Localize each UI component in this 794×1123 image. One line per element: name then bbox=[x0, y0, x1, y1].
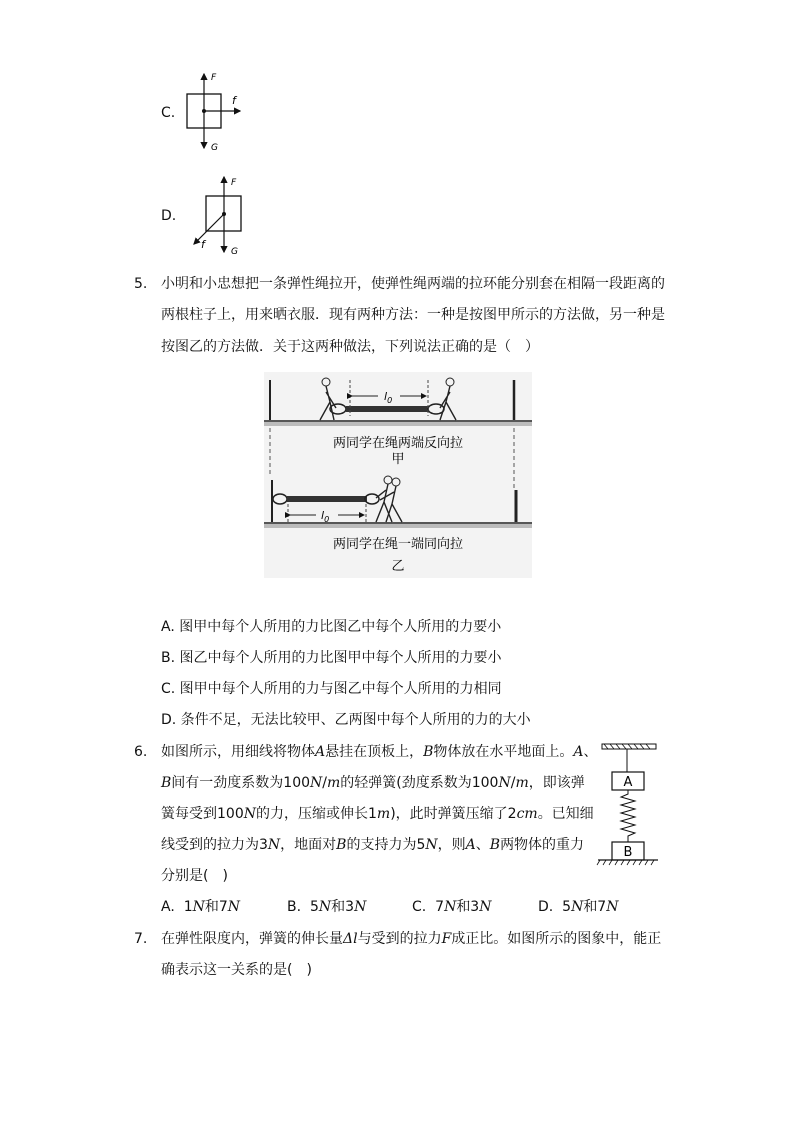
length-label-bottom: $l_0$ bbox=[321, 509, 330, 524]
question-6-option-c: C. 7N和3N bbox=[412, 899, 492, 915]
label-jia: 甲 bbox=[391, 452, 405, 467]
question-5-line-1: 小明和小忠想把一条弹性绳拉开，使弹性绳两端的拉环能分别套在相隔一段距离的 bbox=[161, 276, 665, 292]
question-6-line-3: 簧每受到100N的力，压缩或伸长1m)，此时弹簧压缩了2cm。已知细 bbox=[161, 806, 594, 822]
question-7-number: 7. bbox=[134, 931, 148, 947]
label-f: f bbox=[201, 238, 205, 251]
question-6-line-1: 如图所示，用细线将物体A悬挂在顶板上，B物体放在水平地面上。A、 bbox=[161, 744, 598, 760]
force-diagram-c bbox=[180, 68, 250, 154]
caption-bottom: 两同学在绳一端同向拉 bbox=[332, 537, 464, 552]
block-a-label: A bbox=[623, 775, 633, 790]
question-6-option-b: B. 5N和3N bbox=[287, 899, 367, 915]
question-6-line-4: 线受到的拉力为3N，地面对B的支持力为5N，则A、B两物体的重力 bbox=[161, 837, 585, 853]
option-d-label: D. bbox=[161, 208, 177, 224]
question-6-line-2: B间有一劲度系数为100N/m的轻弹簧(劲度系数为100N/m，即该弹 bbox=[161, 775, 585, 791]
question-5-option-a: A. 图甲中每个人所用的力比图乙中每个人所用的力要小 bbox=[161, 619, 502, 635]
question-6-number: 6. bbox=[134, 744, 148, 760]
question-5-option-d: D. 条件不足，无法比较甲、乙两图中每个人所用的力的大小 bbox=[161, 712, 531, 728]
force-diagram-d bbox=[186, 172, 256, 258]
rope-pulling-figure bbox=[264, 372, 532, 578]
length-label-top: $l_0$ bbox=[384, 390, 393, 405]
question-6-option-a: A. 1N和7N bbox=[161, 899, 241, 915]
question-5-line-3: 按图乙的方法做．关于这两种做法，下列说法正确的是（ ） bbox=[161, 339, 539, 355]
block-b-label: B bbox=[623, 845, 633, 860]
label-yi: 乙 bbox=[391, 559, 405, 574]
option-c-label: C. bbox=[161, 105, 176, 121]
label-F: F bbox=[231, 178, 237, 188]
label-F: F bbox=[211, 73, 217, 83]
spring-blocks-figure bbox=[596, 742, 660, 866]
question-5-number: 5. bbox=[134, 276, 148, 292]
label-G: G bbox=[211, 143, 218, 153]
question-5-option-c: C. 图甲中每个人所用的力与图乙中每个人所用的力相同 bbox=[161, 681, 502, 697]
question-6-option-d: D. 5N和7N bbox=[538, 899, 619, 915]
question-7-line-1: 在弹性限度内，弹簧的伸长量Δl与受到的拉力F成正比。如图所示的图象中，能正 bbox=[161, 931, 662, 947]
question-6-line-5: 分别是( ) bbox=[161, 868, 228, 884]
question-5-line-2: 两根柱子上，用来晒衣服．现有两种方法：一种是按图甲所示的方法做，另一种是 bbox=[161, 307, 665, 323]
caption-top: 两同学在绳两端反向拉 bbox=[332, 436, 464, 451]
label-G: G bbox=[231, 247, 238, 257]
label-f: f bbox=[232, 94, 236, 107]
question-5-option-b: B. 图乙中每个人所用的力比图甲中每个人所用的力要小 bbox=[161, 650, 502, 666]
question-7-line-2: 确表示这一关系的是( ) bbox=[161, 962, 312, 978]
